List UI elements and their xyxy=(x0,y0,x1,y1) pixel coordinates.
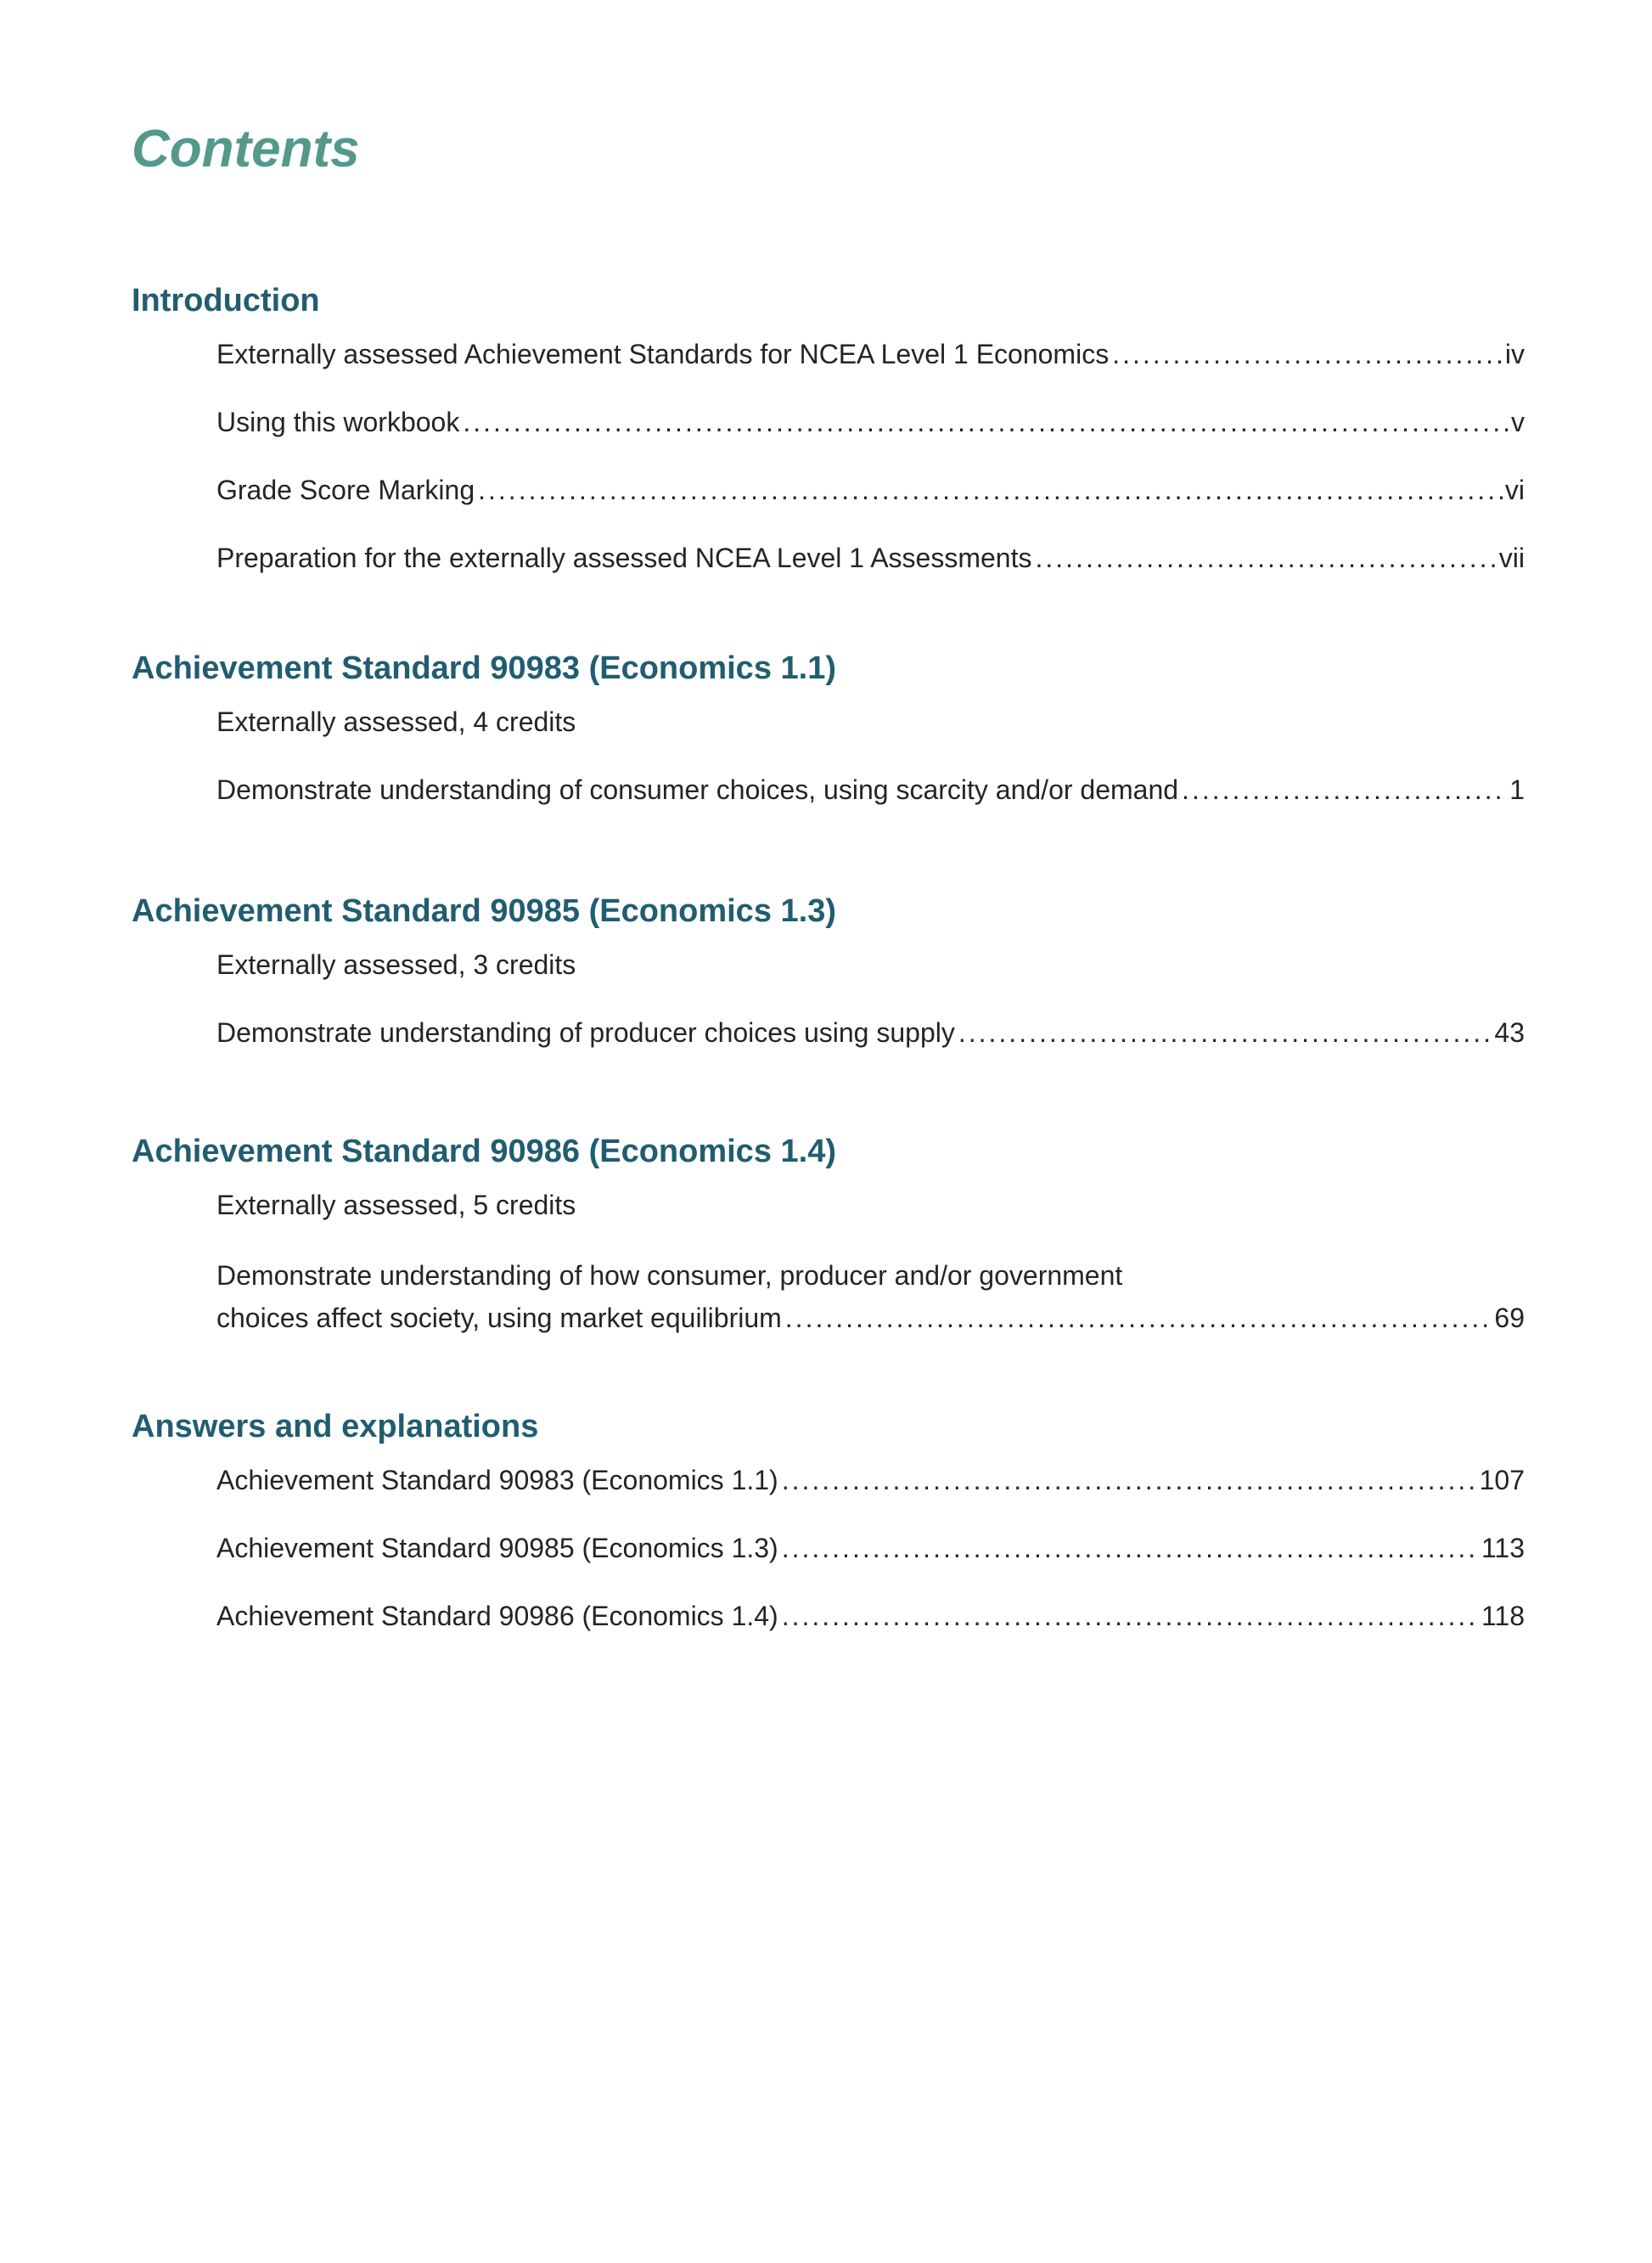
toc-entry xyxy=(216,1597,1525,1635)
section-as-90985 xyxy=(132,892,1525,1051)
toc-entry-page: vi xyxy=(1504,475,1525,505)
toc-entry xyxy=(216,771,1525,808)
toc-entry-label: Using this workbook xyxy=(216,407,460,437)
dot-leader xyxy=(1112,335,1503,373)
section-heading-as-90985: Achievement Standard 90985 (Economics 1.3) xyxy=(132,893,836,929)
toc-entry-page: v xyxy=(1511,407,1525,437)
toc-entries xyxy=(216,703,1525,808)
toc-entry xyxy=(216,539,1525,577)
toc-entry-line2 xyxy=(216,1297,1525,1339)
dot-leader xyxy=(463,403,1509,441)
section-subtitle: Externally assessed, 4 credits xyxy=(216,706,576,737)
toc-entry-page: 113 xyxy=(1481,1533,1525,1563)
toc-entry-label: Preparation for the externally assessed NCEA Level 1 Assessments xyxy=(216,543,1032,573)
toc-entry-page: 43 xyxy=(1494,1017,1525,1048)
dot-leader xyxy=(785,1297,1492,1339)
section-subtitle: Externally assessed, 3 credits xyxy=(216,949,576,980)
section-heading-as-90983: Achievement Standard 90983 (Economics 1.1) xyxy=(132,650,836,686)
toc-entry-label-line2: choices affect society, using market equilibrium xyxy=(216,1303,782,1333)
toc-entry-page: 1 xyxy=(1509,774,1525,805)
toc-entry xyxy=(216,1254,1525,1339)
toc-entry-label: Grade Score Marking xyxy=(216,475,475,505)
dot-leader xyxy=(1182,771,1507,808)
section-heading-introduction: Introduction xyxy=(132,283,320,318)
toc-entries xyxy=(216,1186,1525,1339)
toc-entry xyxy=(216,403,1525,441)
toc-entry-label-line1: Demonstrate understanding of how consumer, producer and/or government xyxy=(216,1260,1123,1291)
toc-entry xyxy=(216,1529,1525,1567)
toc-entry-page: 107 xyxy=(1479,1465,1525,1495)
toc-entry xyxy=(216,335,1525,373)
toc-entry-label: Demonstrate understanding of consumer choices, using scarcity and/or demand xyxy=(216,774,1179,805)
dot-leader xyxy=(782,1461,1477,1499)
dot-leader xyxy=(1035,539,1496,577)
toc-entries xyxy=(216,1461,1525,1635)
toc-entries xyxy=(216,946,1525,1051)
toc-entry-page: vii xyxy=(1498,543,1525,573)
dot-leader xyxy=(958,1014,1492,1051)
toc-entries xyxy=(216,335,1525,577)
page-title: Contents xyxy=(132,120,360,178)
section-as-90986 xyxy=(132,1132,1525,1339)
toc-entry-label: Achievement Standard 90986 (Economics 1.4) xyxy=(216,1601,778,1631)
toc-entry-page: 69 xyxy=(1494,1303,1525,1333)
toc-entry xyxy=(216,471,1525,509)
section-as-90983 xyxy=(132,649,1525,808)
toc-entry-label: Demonstrate understanding of producer choices using supply xyxy=(216,1017,955,1048)
dot-leader xyxy=(478,471,1503,509)
toc-entry-label: Externally assessed Achievement Standards for NCEA Level 1 Economics xyxy=(216,339,1110,369)
toc-entry-label: Achievement Standard 90985 (Economics 1.3) xyxy=(216,1533,778,1563)
toc-entry-page: 118 xyxy=(1481,1601,1525,1631)
section-answers xyxy=(132,1407,1525,1635)
section-introduction xyxy=(132,281,1525,577)
section-heading-as-90986: Achievement Standard 90986 (Economics 1.4) xyxy=(132,1134,836,1169)
section-subtitle: Externally assessed, 5 credits xyxy=(216,1190,576,1220)
dot-leader xyxy=(782,1597,1479,1635)
section-heading-answers: Answers and explanations xyxy=(132,1409,539,1444)
dot-leader xyxy=(782,1529,1479,1567)
toc-entry xyxy=(216,1461,1525,1499)
toc-entry xyxy=(216,1014,1525,1051)
toc-entry-label: Achievement Standard 90983 (Economics 1.1) xyxy=(216,1465,778,1495)
toc-entry-page: iv xyxy=(1504,339,1525,369)
